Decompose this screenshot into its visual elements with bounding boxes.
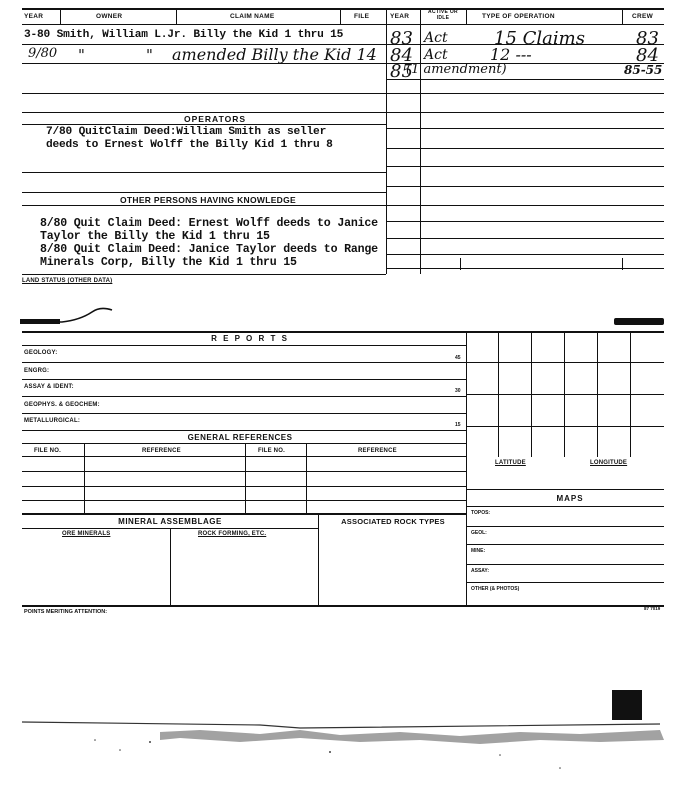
row-rule [22, 396, 466, 397]
other-persons-title: OTHER PERSONS HAVING KNOWLEDGE [119, 195, 297, 205]
longitude-label: LONGITUDE [590, 460, 628, 466]
grid-line [466, 582, 664, 583]
ops-row-rule [386, 254, 664, 255]
ops-crew: 83 [636, 28, 659, 49]
ops-type: 15 Claims [494, 28, 585, 49]
claim-entry-date-handwritten: 9/80 [28, 46, 58, 61]
gr-col-reference-2: REFERENCE [358, 448, 397, 454]
gr-col-reference: REFERENCE [142, 448, 181, 454]
grid-line [466, 362, 664, 363]
ops-col-sep [466, 8, 467, 24]
top-border [22, 8, 664, 10]
claim-entry-typed: 3-80 Smith, William L.Jr. Billy the Kid 1 thru 15 [24, 29, 344, 41]
col-header-claim-name: CLAIM NAME [230, 13, 275, 20]
gr-col-file-no-2: FILE NO. [258, 448, 285, 454]
row-rule [22, 172, 386, 173]
operators-line: deeds to Ernest Wolff the Billy Kid 1 thru 8 [46, 139, 333, 151]
ops-row-rule [386, 128, 664, 129]
maps-mine: MINE: [471, 548, 486, 554]
row-rule [22, 430, 466, 431]
row-rule [22, 513, 466, 515]
ops-year: 84 [390, 45, 413, 66]
maps-title: MAPS [556, 494, 584, 503]
reports-top-border [22, 331, 664, 333]
margin-number: 45 [455, 355, 461, 361]
row-rule [22, 124, 386, 125]
ops-status: Act [424, 30, 448, 46]
scan-noise-band [0, 680, 678, 780]
points-meriting-attention-label: POINTS MERITING ATTENTION: [24, 609, 108, 615]
row-rule [22, 486, 466, 487]
ops-row-rule [386, 166, 664, 167]
ops-row-rule [386, 93, 664, 94]
claim-entry-ditto: " [146, 46, 153, 64]
ops-crew: 84 [636, 45, 659, 66]
maps-topos: TOPOS: [471, 510, 491, 516]
ops-row-rule [386, 238, 664, 239]
mineral-col-sep [170, 528, 171, 605]
form-number: 87 7019 [644, 606, 661, 611]
ore-minerals-label: ORE MINERALS [62, 531, 111, 537]
grid-line [466, 426, 664, 427]
col-header-crew: CREW [632, 13, 654, 20]
gr-col-sep [84, 443, 85, 513]
row-rule [22, 362, 466, 363]
grid-line [466, 564, 664, 565]
report-engrg: ENGRG: [24, 368, 50, 374]
grid-line [466, 544, 664, 545]
land-status-label: LAND STATUS (OTHER DATA) [22, 278, 113, 284]
gr-col-file-no: FILE NO. [34, 448, 61, 454]
col-sep [176, 8, 177, 24]
ops-row-rule [386, 112, 664, 113]
row-rule [22, 471, 466, 472]
row-rule [22, 456, 466, 457]
row-rule [22, 112, 386, 113]
header-bottom-rule [22, 24, 664, 25]
margin-number: 15 [455, 422, 461, 428]
col-header-owner: OWNER [96, 13, 123, 20]
grid-line [466, 394, 664, 395]
other-persons-line: 8/80 Quit Claim Deed: Ernest Wolff deeds to Janice [40, 217, 378, 230]
col-sep [60, 8, 61, 24]
ops-type: 12 --- [490, 45, 532, 64]
ops-col-sep [622, 8, 623, 24]
col-header-year: YEAR [24, 13, 44, 20]
report-geology: GEOLOGY: [24, 350, 58, 356]
ops-status: (1 amendment) [406, 62, 507, 77]
ops-row-rule [386, 205, 664, 206]
col-sep [340, 8, 341, 24]
latitude-label: LATITUDE [495, 460, 526, 466]
ops-col-sep [420, 8, 421, 274]
ops-year: 83 [390, 28, 413, 49]
operators-title: OPERATORS [183, 114, 247, 124]
report-geophys: GEOPHYS. & GEOCHEM: [24, 402, 100, 408]
other-persons-line: 8/80 Quit Claim Deed: Janice Taylor deeds to Range [40, 243, 378, 256]
associated-rock-types-label: ASSOCIATED ROCK TYPES [341, 517, 445, 526]
other-persons-line: Minerals Corp, Billy the Kid 1 thru 15 [40, 256, 297, 269]
mineral-col-sep [318, 513, 319, 605]
row-rule [22, 192, 386, 193]
ops-year: 85 [390, 61, 413, 82]
grid-line [466, 506, 664, 507]
ops-status: Act [424, 47, 448, 63]
report-assay: ASSAY & IDENT: [24, 384, 74, 390]
row-rule [22, 205, 386, 206]
ops-row-rule [386, 79, 664, 80]
row-rule [22, 443, 466, 444]
row-rule [22, 345, 466, 346]
row-rule [22, 93, 386, 94]
rock-forming-label: ROCK FORMING, ETC. [198, 531, 267, 537]
maps-assay: ASSAY: [471, 568, 490, 574]
grid-line [466, 526, 664, 527]
claim-entry-amended-note: amended Billy the Kid 14 [172, 45, 377, 64]
ops-row-rule [386, 148, 664, 149]
col-header-active-idle: ACTIVE OR IDLE [428, 9, 458, 21]
grid-line [466, 489, 664, 490]
bottom-border [22, 605, 664, 607]
gr-col-sep [306, 443, 307, 513]
col-header-type-of-operation: TYPE OF OPERATION [482, 13, 555, 20]
report-metallurgical: METALLURGICAL: [24, 418, 81, 424]
col-header-file: FILE [354, 13, 370, 20]
maps-geol: GEOL: [471, 530, 487, 536]
operators-line: 7/80 QuitClaim Deed:William Smith as seller [46, 126, 327, 138]
row-rule [22, 413, 466, 414]
reports-title: R E P O R T S [211, 334, 289, 343]
col-header-year-ops: YEAR [390, 13, 410, 20]
maps-other: OTHER (& PHOTOS) [471, 586, 520, 592]
ops-col-sep-left [386, 8, 387, 274]
ops-row-rule [386, 221, 664, 222]
ops-tick [622, 258, 623, 270]
claim-entry-ditto: " [78, 46, 85, 64]
other-persons-line: Taylor the Billy the Kid 1 thru 15 [40, 230, 270, 243]
row-rule [22, 274, 386, 275]
margin-number: 30 [455, 388, 461, 394]
row-rule [22, 500, 466, 501]
ops-row-rule [386, 186, 664, 187]
row-rule [22, 379, 466, 380]
ops-tick [460, 258, 461, 270]
gr-col-sep [245, 443, 246, 513]
ops-crew: 85-55 [624, 63, 663, 77]
mineral-assemblage-title: MINERAL ASSEMBLAGE [118, 517, 222, 526]
scan-artifact-mark [0, 300, 678, 330]
general-references-title: GENERAL REFERENCES [187, 433, 293, 442]
